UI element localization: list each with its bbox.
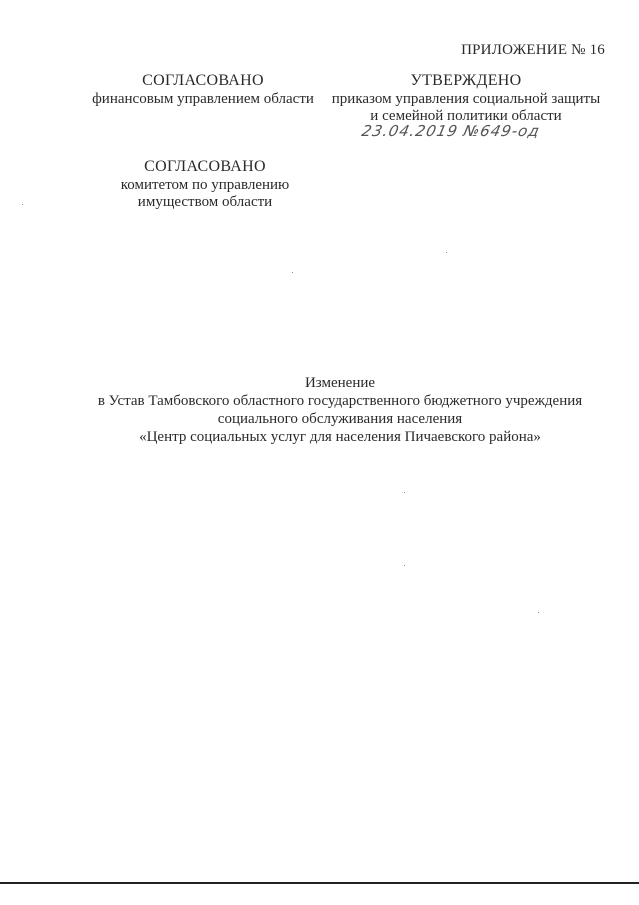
handwritten-date-number: 23.04.2019 №649-од <box>360 122 542 140</box>
appendix-label: ПРИЛОЖЕНИЕ № 16 <box>461 42 605 58</box>
agreed-property-block <box>70 158 340 211</box>
approved-line-2: и семейной политики области <box>370 108 562 124</box>
approved-block <box>322 72 610 125</box>
document-title-line-2: в Устав Тамбовского областного государственного бюджетного учреждения <box>97 393 583 409</box>
scan-speck <box>22 204 23 205</box>
document-title <box>40 374 639 446</box>
agreed-finance-line: финансовым управлением области <box>92 91 314 107</box>
agreed-finance-block <box>78 72 328 108</box>
approved-line-1: приказом управления социальной защиты <box>331 91 601 107</box>
agreed-finance-heading: СОГЛАСОВАНО <box>142 72 264 89</box>
scan-speck <box>404 565 405 566</box>
agreed-property-line-1: комитетом по управлению <box>120 177 290 193</box>
agreed-property-line-2: имуществом области <box>137 194 273 210</box>
approved-heading: УТВЕРЖДЕНО <box>410 72 522 89</box>
bottom-rule <box>0 882 639 884</box>
scan-speck <box>404 492 405 493</box>
scan-speck <box>538 612 539 613</box>
scan-speck <box>292 272 293 273</box>
agreed-property-heading: СОГЛАСОВАНО <box>144 158 266 175</box>
document-title-line-4: «Центр социальных услуг для населения Пичаевского района» <box>139 429 541 445</box>
document-title-line-3: социального обслуживания населения <box>217 411 463 427</box>
scan-speck <box>446 252 447 253</box>
document-title-line-1: Изменение <box>304 375 376 391</box>
